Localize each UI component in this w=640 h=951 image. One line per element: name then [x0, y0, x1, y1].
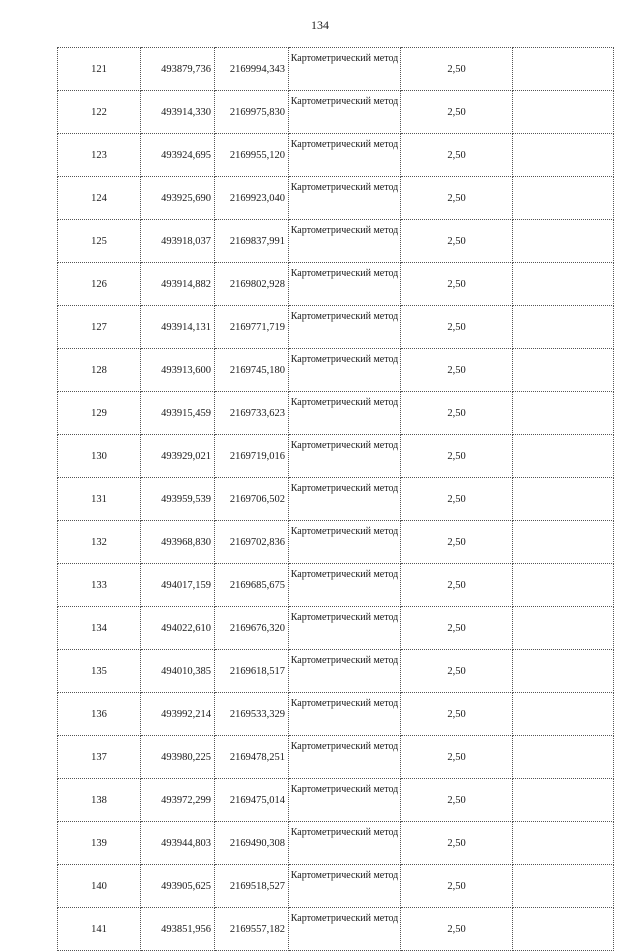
cell-point-number: 136 — [58, 693, 141, 736]
cell-y-coordinate: 2169475,014 — [215, 779, 289, 822]
cell-note — [513, 693, 614, 736]
table-row — [58, 306, 614, 349]
cell-accuracy: 2,50 — [401, 220, 513, 263]
table-row — [58, 263, 614, 306]
cell-method: Картометрический метод — [289, 693, 401, 736]
cell-method: Картометрический метод — [289, 306, 401, 349]
cell-accuracy: 2,50 — [401, 564, 513, 607]
cell-y-coordinate: 2169557,182 — [215, 908, 289, 951]
cell-point-number: 127 — [58, 306, 141, 349]
cell-note — [513, 736, 614, 779]
cell-x-coordinate: 493972,299 — [141, 779, 215, 822]
table-row — [58, 607, 614, 650]
cell-x-coordinate: 493944,803 — [141, 822, 215, 865]
cell-accuracy: 2,50 — [401, 607, 513, 650]
cell-note — [513, 564, 614, 607]
cell-y-coordinate: 2169702,836 — [215, 521, 289, 564]
table-row — [58, 779, 614, 822]
cell-y-coordinate: 2169771,719 — [215, 306, 289, 349]
cell-point-number: 129 — [58, 392, 141, 435]
table-row — [58, 134, 614, 177]
cell-y-coordinate: 2169685,675 — [215, 564, 289, 607]
cell-point-number: 126 — [58, 263, 141, 306]
cell-point-number: 121 — [58, 48, 141, 91]
cell-point-number: 133 — [58, 564, 141, 607]
cell-point-number: 138 — [58, 779, 141, 822]
table-row — [58, 478, 614, 521]
cell-method: Картометрический метод — [289, 392, 401, 435]
cell-x-coordinate: 493968,830 — [141, 521, 215, 564]
cell-point-number: 131 — [58, 478, 141, 521]
table-row — [58, 650, 614, 693]
cell-note — [513, 306, 614, 349]
page-number: 134 — [311, 18, 329, 32]
cell-y-coordinate: 2169955,120 — [215, 134, 289, 177]
table-row — [58, 822, 614, 865]
cell-x-coordinate: 493851,956 — [141, 908, 215, 951]
cell-note — [513, 435, 614, 478]
cell-method: Картометрический метод — [289, 908, 401, 951]
cell-method: Картометрический метод — [289, 91, 401, 134]
cell-point-number: 125 — [58, 220, 141, 263]
table-row — [58, 435, 614, 478]
cell-note — [513, 134, 614, 177]
cell-note — [513, 48, 614, 91]
cell-y-coordinate: 2169518,527 — [215, 865, 289, 908]
cell-y-coordinate: 2169533,329 — [215, 693, 289, 736]
cell-method: Картометрический метод — [289, 48, 401, 91]
table-row — [58, 564, 614, 607]
cell-method: Картометрический метод — [289, 822, 401, 865]
cell-x-coordinate: 493959,539 — [141, 478, 215, 521]
cell-accuracy: 2,50 — [401, 177, 513, 220]
cell-x-coordinate: 493918,037 — [141, 220, 215, 263]
cell-y-coordinate: 2169975,830 — [215, 91, 289, 134]
cell-note — [513, 349, 614, 392]
cell-accuracy: 2,50 — [401, 650, 513, 693]
cell-y-coordinate: 2169478,251 — [215, 736, 289, 779]
cell-accuracy: 2,50 — [401, 478, 513, 521]
cell-x-coordinate: 493914,131 — [141, 306, 215, 349]
cell-accuracy: 2,50 — [401, 435, 513, 478]
cell-accuracy: 2,50 — [401, 908, 513, 951]
coordinates-table — [57, 47, 614, 951]
table-row — [58, 908, 614, 951]
cell-method: Картометрический метод — [289, 220, 401, 263]
cell-accuracy: 2,50 — [401, 392, 513, 435]
cell-note — [513, 822, 614, 865]
cell-accuracy: 2,50 — [401, 306, 513, 349]
cell-accuracy: 2,50 — [401, 521, 513, 564]
cell-note — [513, 607, 614, 650]
cell-accuracy: 2,50 — [401, 693, 513, 736]
cell-note — [513, 908, 614, 951]
cell-x-coordinate: 493913,600 — [141, 349, 215, 392]
cell-x-coordinate: 493914,330 — [141, 91, 215, 134]
cell-note — [513, 650, 614, 693]
cell-method: Картометрический метод — [289, 263, 401, 306]
cell-point-number: 132 — [58, 521, 141, 564]
cell-y-coordinate: 2169733,623 — [215, 392, 289, 435]
cell-x-coordinate: 494017,159 — [141, 564, 215, 607]
cell-accuracy: 2,50 — [401, 736, 513, 779]
cell-y-coordinate: 2169618,517 — [215, 650, 289, 693]
cell-accuracy: 2,50 — [401, 91, 513, 134]
cell-accuracy: 2,50 — [401, 865, 513, 908]
cell-x-coordinate: 493914,882 — [141, 263, 215, 306]
cell-method: Картометрический метод — [289, 607, 401, 650]
table-row — [58, 177, 614, 220]
cell-x-coordinate: 493980,225 — [141, 736, 215, 779]
cell-note — [513, 478, 614, 521]
cell-point-number: 135 — [58, 650, 141, 693]
cell-note — [513, 779, 614, 822]
cell-y-coordinate: 2169745,180 — [215, 349, 289, 392]
cell-x-coordinate: 493879,736 — [141, 48, 215, 91]
table-row — [58, 349, 614, 392]
cell-note — [513, 177, 614, 220]
cell-method: Картометрический метод — [289, 478, 401, 521]
cell-point-number: 139 — [58, 822, 141, 865]
cell-note — [513, 865, 614, 908]
cell-note — [513, 263, 614, 306]
cell-point-number: 122 — [58, 91, 141, 134]
cell-accuracy: 2,50 — [401, 349, 513, 392]
cell-method: Картометрический метод — [289, 865, 401, 908]
cell-note — [513, 220, 614, 263]
cell-y-coordinate: 2169923,040 — [215, 177, 289, 220]
cell-note — [513, 521, 614, 564]
cell-y-coordinate: 2169706,502 — [215, 478, 289, 521]
cell-accuracy: 2,50 — [401, 134, 513, 177]
cell-method: Картометрический метод — [289, 564, 401, 607]
cell-x-coordinate: 493915,459 — [141, 392, 215, 435]
table-row — [58, 693, 614, 736]
cell-method: Картометрический метод — [289, 650, 401, 693]
cell-accuracy: 2,50 — [401, 48, 513, 91]
cell-y-coordinate: 2169490,308 — [215, 822, 289, 865]
cell-y-coordinate: 2169719,016 — [215, 435, 289, 478]
cell-method: Картометрический метод — [289, 779, 401, 822]
cell-note — [513, 91, 614, 134]
cell-method: Картометрический метод — [289, 349, 401, 392]
cell-method: Картометрический метод — [289, 521, 401, 564]
cell-y-coordinate: 2169837,991 — [215, 220, 289, 263]
table-row — [58, 865, 614, 908]
cell-method: Картометрический метод — [289, 134, 401, 177]
table-row — [58, 220, 614, 263]
cell-accuracy: 2,50 — [401, 779, 513, 822]
table-row — [58, 736, 614, 779]
cell-accuracy: 2,50 — [401, 822, 513, 865]
cell-point-number: 137 — [58, 736, 141, 779]
coordinates-table-body — [58, 48, 614, 951]
cell-note — [513, 392, 614, 435]
cell-x-coordinate: 493924,695 — [141, 134, 215, 177]
cell-method: Картометрический метод — [289, 736, 401, 779]
cell-point-number: 128 — [58, 349, 141, 392]
cell-x-coordinate: 493929,021 — [141, 435, 215, 478]
cell-x-coordinate: 493992,214 — [141, 693, 215, 736]
cell-point-number: 134 — [58, 607, 141, 650]
cell-method: Картометрический метод — [289, 177, 401, 220]
cell-accuracy: 2,50 — [401, 263, 513, 306]
table-row — [58, 48, 614, 91]
table-row — [58, 521, 614, 564]
table-row — [58, 392, 614, 435]
cell-x-coordinate: 494022,610 — [141, 607, 215, 650]
cell-x-coordinate: 494010,385 — [141, 650, 215, 693]
cell-point-number: 130 — [58, 435, 141, 478]
cell-point-number: 123 — [58, 134, 141, 177]
cell-method: Картометрический метод — [289, 435, 401, 478]
cell-point-number: 140 — [58, 865, 141, 908]
cell-x-coordinate: 493905,625 — [141, 865, 215, 908]
cell-x-coordinate: 493925,690 — [141, 177, 215, 220]
cell-point-number: 141 — [58, 908, 141, 951]
cell-point-number: 124 — [58, 177, 141, 220]
cell-y-coordinate: 2169676,320 — [215, 607, 289, 650]
table-row — [58, 91, 614, 134]
cell-y-coordinate: 2169802,928 — [215, 263, 289, 306]
cell-y-coordinate: 2169994,343 — [215, 48, 289, 91]
